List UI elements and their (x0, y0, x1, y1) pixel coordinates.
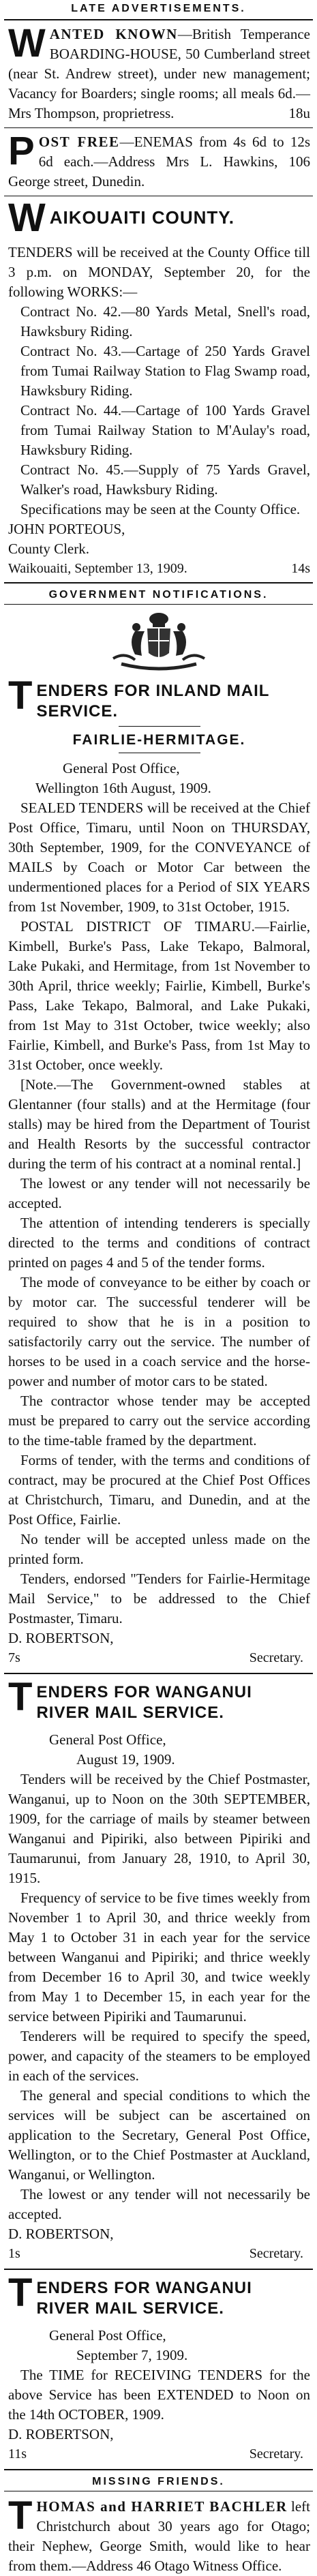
office: General Post Office, (49, 1731, 166, 1748)
ad-lead: HOMAS and HARRIET BACHLER (36, 2498, 288, 2515)
signer: D. ROBERTSON, (8, 2226, 114, 2242)
ad-code: 14s (291, 561, 310, 576)
inland-mail-notice (0, 677, 317, 1667)
notice-spec: Specifications may be seen at the County Office. (20, 501, 301, 517)
ad-text: left Christchurch about 30 years ago for Otago; their Nephew, George Smith, would like to hear from them.—Address 46 Otago Witness Office. (8, 2498, 311, 2574)
drop-cap: T (8, 677, 33, 718)
signer-title: County Clerk. (8, 541, 89, 557)
notice-intro: TENDERS will be received at the County Office till 3 p.m. on MONDAY, September 20, for the following WORKS:— (8, 244, 310, 300)
contract-item: Contract No. 43.—Cartage of 250 Yards Gravel from Tumai Railway Station to Flag Swamp road, Hawksbury Riding. (20, 343, 310, 399)
paragraph: The lowest or any tender will not necessarily be accepted. (8, 1175, 310, 1211)
paragraph: No tender will be accepted unless made on the printed form. (8, 1531, 310, 1567)
wanganui-mail-notice (0, 1674, 317, 2263)
contract-item: Contract No. 42.—80 Yards Metal, Snell's road, Hawksbury Riding. (20, 303, 310, 339)
divider (4, 604, 313, 605)
notice-date: August 19, 1909. (76, 1751, 175, 1768)
ad-text: —British Temperance BOARDING-HOUSE, 50 Cumberland street (near St. Andrew street), under new management; Vacancy for Boarders; single rooms; all meals 6d.—Mrs Thompson, proprietress. (8, 26, 311, 121)
missing-notice (0, 2491, 317, 2576)
paragraph: SEALED TENDERS will be received at the Chief Post Office, Timaru, until Noon on THURSDAY, 30th September, 1909, for the CONVEYANCE of MAILS by Coach or Motor Car between the undermentioned places for a Period of SIX YEARS from 1st November, 1909, to 31st October, 1915. (8, 800, 310, 915)
ad-text: —ENEMAS from 4s 6d to 12s 6d each.—Address Mrs L. Hawkins, 106 George street, Dunedin. (8, 134, 310, 190)
drop-cap: T (8, 2494, 33, 2538)
notice-title: ENDERS FOR WANGANUI RIVER MAIL SERVICE. (36, 1683, 252, 1722)
office: General Post Office, (49, 2327, 166, 2344)
signer-title: Secretary. (249, 1650, 303, 1665)
government-heading: GOVERNMENT NOTIFICATIONS. (48, 589, 269, 601)
office: General Post Office, (63, 760, 180, 776)
paragraph: The TIME for RECEIVING TENDERS for the above Service has been EXTENDED to Noon on the 14th OCTOBER, 1909. (8, 2367, 310, 2423)
signer: D. ROBERTSON, (8, 1630, 114, 1646)
signer-title: Secretary. (249, 2246, 303, 2261)
signer-title: Secretary. (249, 2446, 303, 2461)
enemas-ad (0, 128, 317, 192)
notice-title: ENDERS FOR INLAND MAIL SERVICE. (36, 682, 269, 721)
drop-cap: P (8, 129, 35, 173)
divider (119, 726, 200, 727)
paragraph: The contractor whose tender may be accepted must be prepared to carry out the service according to the time-table framed by the department. (8, 1393, 310, 1449)
paragraph: Forms of tender, with the terms and conditions of contract, may be procured at the Chief Post Offices at Christchurch, Timaru, and Dunedin, and at the Post Office, Fairlie. (8, 1452, 310, 1528)
contract-item: Contract No. 44.—Cartage of 100 Yards Gravel from Tumai Railway Station to M'Aulay's road, Hawksbury Riding. (20, 402, 310, 458)
notice-date: Waikouaiti, September 13, 1909. (8, 561, 187, 576)
paragraph: Tenders, endorsed "Tenders for Fairlie-Hermitage Mail Service," to be addressed to the Chief Postmaster, Timaru. (8, 1571, 310, 1626)
ad-code: 1s (8, 2246, 20, 2261)
waikouaiti-notice (0, 196, 317, 578)
paragraph: [Note.—The Government-owned stables at Glentanner (four stalls) and at the Hermitage (four stalls) may be hired from the Department of Tourist and Health Resorts by the successful contractor during the term of his contract at a nominal rental.] (8, 1076, 310, 1172)
signer: JOHN PORTEOUS, (8, 521, 125, 537)
notice-subtitle: FAIRLIE-HERMITAGE. (72, 732, 246, 748)
paragraph: The mode of conveyance to be either by coach or by motor car. The successful tenderer will be required to show that he is in a position to satisfactorily carry out the service. The number of horses to be used in a coach service and the horse-power and number of motor cars to be stated. (8, 1274, 310, 1389)
ad-code: 18u (288, 105, 310, 121)
coat-of-arms (0, 609, 317, 674)
contract-item: Contract No. 45.—Supply of 75 Yards Gravel, Walker's road, Hawksbury Riding. (20, 461, 310, 498)
notice-title: AIKOUAITI COUNTY. (49, 207, 235, 228)
drop-cap: T (8, 2274, 33, 2315)
paragraph: The general and special conditions to which the services will be subject can be ascertained on application to the Secretary, General Post Office, Wellington, or to the Chief Postmaster at Auckland, Wanganui, or Wellington. (8, 2087, 310, 2183)
paragraph: Frequency of service to be five times weekly from November 1 to April 30, and thrice weekly from May 1 to October 31 in each year for the service between Wanganui and Pipiriki; and thrice weekly from December 16 to April 30, and twice weekly from May 1 to December 15, in each year for the service between Pipiriki and Taumarunui. (8, 1890, 310, 2025)
ad-lead: OST FREE (38, 134, 120, 150)
paragraph: The lowest or any tender will not necessarily be accepted. (8, 2186, 310, 2222)
ad-lead: ANTED KNOWN (49, 26, 178, 42)
paragraph: Tenderers will be required to specify the speed, power, and capacity of the steamers to be employed in each of the services. (8, 2028, 310, 2084)
ad-code: 7s (8, 1650, 20, 1665)
notice-date: September 7, 1909. (76, 2347, 188, 2363)
drop-cap: W (8, 199, 46, 236)
ad-code: 11s (8, 2446, 27, 2461)
notice-date: Wellington 16th August, 1909. (35, 780, 211, 796)
notice-title: ENDERS FOR WANGANUI RIVER MAIL SERVICE. (36, 2279, 252, 2318)
drop-cap: T (8, 1678, 33, 1719)
paragraph: The attention of intending tenderers is specially directed to the terms and conditions of contract printed on pages 4 and 5 of the tender forms. (8, 1215, 310, 1271)
boarding-ad (0, 20, 317, 123)
paragraph: POSTAL DISTRICT OF TIMARU.—Fairlie, Kimbell, Burke's Pass, Lake Tekapo, Balmoral, Lake Pukaki, and Hermitage, from 1st November to 30th April, thrice weekly; Fairlie, Kimbell, Burke's Pass, Lake Tekapo, Balmoral, and Lake Pukaki, from 1st May to 31st October, twice weekly; also Fairlie, Kimbell, and Burke's Pass, from 1st May to 31st October, once weekly. (8, 918, 310, 1073)
paragraph: Tenders will be received by the Chief Postmaster, Wanganui, up to Noon on the 30th SEPTEMBER, 1909, for the carriage of mails by steamer between Wanganui and Pipiriki, also between Pipiriki and Taumarunui, from January 28, 1910, to April 30, 1915. (8, 1771, 310, 1886)
drop-cap: W (8, 21, 46, 65)
late-ads-heading: LATE ADVERTISEMENTS. (71, 3, 246, 14)
crest-icon (108, 611, 210, 672)
signer: D. ROBERTSON, (8, 2426, 114, 2442)
missing-heading: MISSING FRIENDS. (92, 2476, 225, 2487)
wanganui-extension-notice (0, 2270, 317, 2464)
